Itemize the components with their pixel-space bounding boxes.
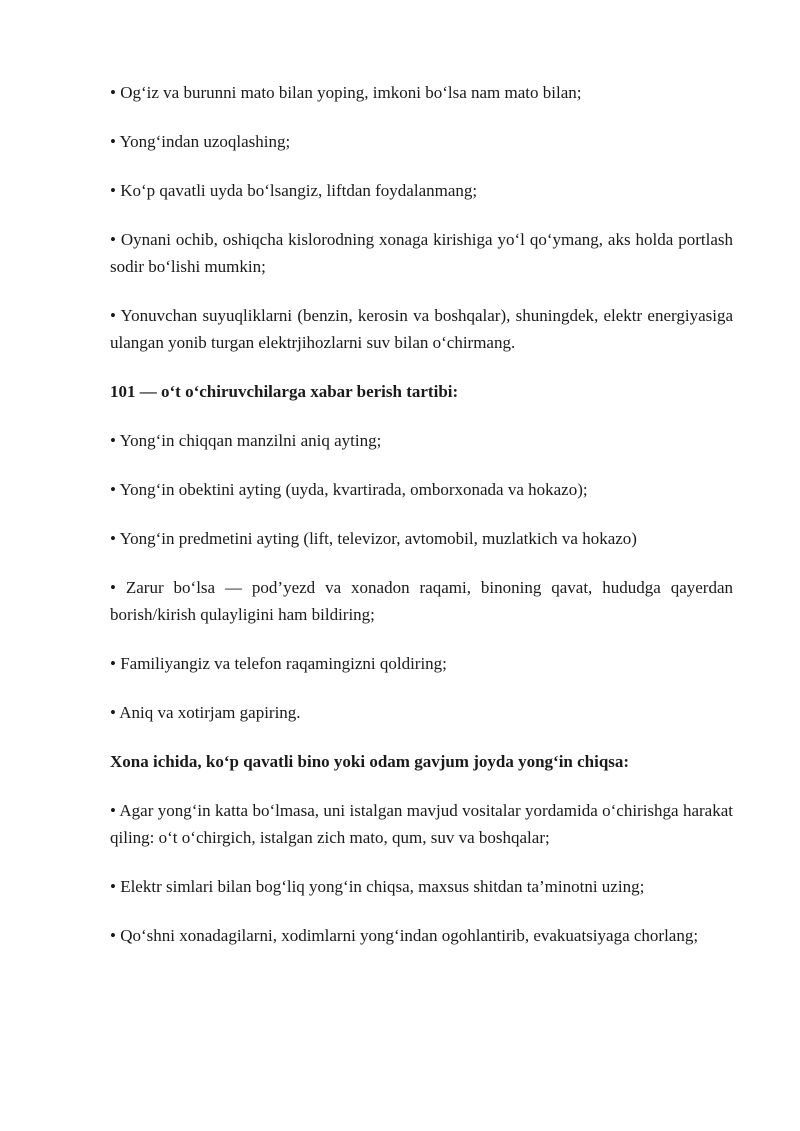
section-heading-indoor-fire: Xona ichida, ko‘p qavatli bino yoki odam gavjum joyda yong‘in chiqsa: (110, 752, 630, 771)
bullet-no-elevator: • Ko‘p qavatli uyda bo‘lsangiz, liftdan foydalanmang; (110, 181, 478, 200)
bullet-warn-neighbors: • Qo‘shni xonadagilarni, xodimlarni yong‘indan ogohlantirib, evakuatsiyaga chorlang; (110, 926, 699, 945)
bullet-entrance-details: • Zarur bo‘lsa — pod’yezd va xonadon raqami, binoning qavat, hududga qayerdan borish/kirish qulayligini ham bildiring; (110, 578, 733, 624)
bullet-state-address: • Yong‘in chiqqan manzilni aniq ayting; (110, 431, 382, 450)
bullet-state-item: • Yong‘in predmetini ayting (lift, televizor, avtomobil, muzlatkich va hokazo) (110, 529, 637, 548)
document-page (110, 79, 733, 971)
bullet-leave-contact: • Familiyangiz va telefon raqamingizni qoldiring; (110, 654, 447, 673)
bullet-extinguish-small-fire: • Agar yong‘in katta bo‘lmasa, uni istalgan mavjud vositalar yordamida o‘chirishga harakat qiling: o‘t o‘chirgich, istalgan zich mato, qum, suv va boshqalar; (110, 801, 733, 847)
section-heading-101: 101 — o‘t o‘chiruvchilarga xabar berish tartibi: (110, 382, 459, 401)
bullet-cut-power: • Elektr simlari bilan bog‘liq yong‘in chiqsa, maxsus shitdan ta’minotni uzing; (110, 877, 645, 896)
bullet-windows-oxygen: • Oynani ochib, oshiqcha kislorodning xonaga kirishiga yo‘l qo‘ymang, aks holda portlash sodir bo‘lishi mumkin; (110, 230, 733, 276)
bullet-state-object: • Yong‘in obektini ayting (uyda, kvartirada, omborxonada va hokazo); (110, 480, 588, 499)
bullet-flammable-liquids: • Yonuvchan suyuqliklarni (benzin, kerosin va boshqalar), shuningdek, elektr energiyasiga ulangan yonib turgan elektrjihozlarni suv bilan o‘chirmang. (110, 306, 733, 352)
bullet-speak-calmly: • Aniq va xotirjam gapiring. (110, 703, 301, 722)
bullet-move-away: • Yong‘indan uzoqlashing; (110, 132, 291, 151)
bullet-cover-mouth: • Og‘iz va burunni mato bilan yoping, imkoni bo‘lsa nam mato bilan; (110, 83, 582, 102)
